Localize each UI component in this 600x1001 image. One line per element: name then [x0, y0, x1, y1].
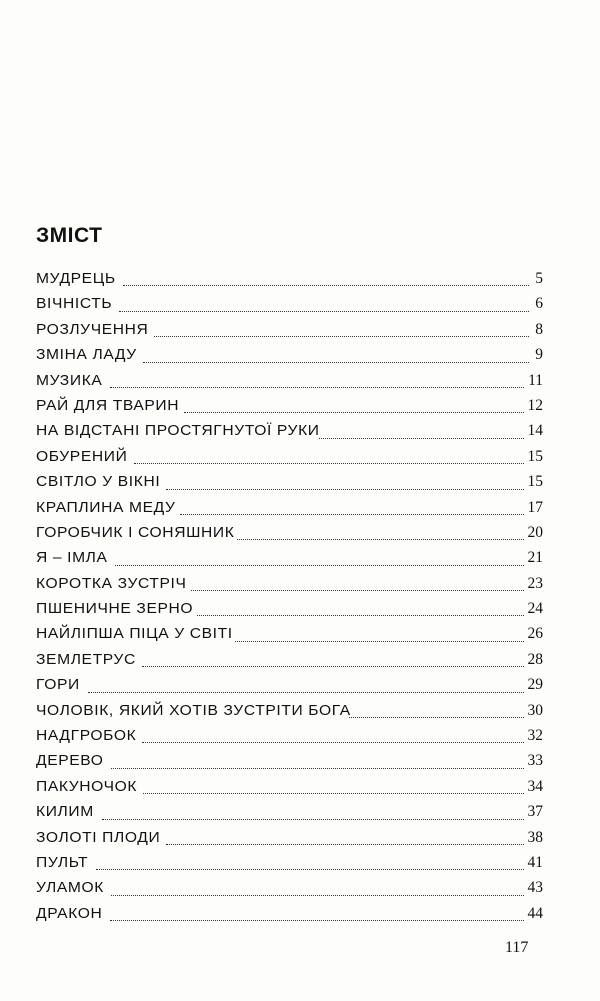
toc-entry-page: 44: [527, 904, 543, 922]
toc-entry-page: 21: [527, 549, 543, 567]
dot-leader: [142, 666, 523, 667]
toc-entry: [36, 625, 543, 650]
toc-entry-page: 17: [527, 498, 543, 516]
dot-leader: [143, 793, 523, 794]
toc-entry: [36, 727, 543, 752]
toc-entry-page: 9: [535, 346, 543, 364]
toc-list: [36, 270, 543, 930]
toc-entry-page: 29: [527, 676, 543, 694]
toc-entry: [36, 600, 543, 625]
toc-entry: [36, 752, 543, 777]
dot-leader: [88, 692, 523, 693]
toc-entry: [36, 676, 543, 701]
toc-entry: [36, 422, 543, 447]
toc-entry-page: 26: [527, 625, 543, 643]
dot-leader: [349, 717, 524, 718]
dot-leader: [166, 844, 524, 845]
page-number: 117: [505, 939, 529, 956]
dot-leader: [191, 590, 524, 591]
toc-entry-title: ЧОЛОВІК, ЯКИЙ ХОТІВ ЗУСТРІТИ БОГА: [36, 701, 351, 719]
toc-entry-page: 15: [527, 473, 543, 491]
toc-entry-page: 28: [527, 650, 543, 668]
dot-leader: [166, 489, 524, 490]
toc-entry-page: 5: [535, 270, 543, 287]
toc-entry-title: КИЛИМ: [36, 803, 94, 821]
toc-entry: [36, 346, 543, 371]
toc-entry-title: ОБУРЕНИЙ: [36, 447, 128, 465]
toc-entry-title: УЛАМОК: [36, 879, 105, 897]
toc-entry-title: ЗОЛОТІ ПЛОДИ: [36, 828, 161, 846]
toc-entry-title: НАЙЛІПША ПІЦА У СВІТІ: [36, 625, 233, 643]
dot-leader: [96, 869, 523, 870]
toc-entry-title: МУЗИКА: [36, 371, 103, 389]
toc-entry-title: КОРОТКА ЗУСТРІЧ: [36, 574, 187, 592]
toc-entry-title: МУДРЕЦЬ: [36, 270, 116, 287]
toc-entry: [36, 575, 543, 600]
toc-entry: [36, 778, 543, 803]
dot-leader: [102, 819, 524, 820]
dot-leader: [115, 565, 524, 566]
toc-entry: [36, 321, 543, 346]
toc-entry: [36, 372, 543, 397]
toc-entry-page: 34: [527, 777, 543, 795]
toc-entry: [36, 651, 543, 676]
toc-entry: [36, 397, 543, 422]
toc-entry-page: 15: [527, 447, 543, 465]
dot-leader: [319, 438, 524, 439]
toc-entry-title: РАЙ ДЛЯ ТВАРИН: [36, 396, 180, 414]
dot-leader: [119, 311, 529, 312]
dot-leader: [197, 615, 523, 616]
dot-leader: [184, 412, 524, 413]
toc-entry: [36, 524, 543, 549]
toc-entry: [36, 473, 543, 498]
dot-leader: [134, 463, 524, 464]
dot-leader: [111, 895, 523, 896]
toc-entry-page: 14: [527, 422, 543, 440]
toc-entry: [36, 879, 543, 904]
toc-entry: [36, 295, 543, 320]
toc-entry-title: ДРАКОН: [36, 904, 103, 922]
toc-entry: [36, 854, 543, 879]
dot-leader: [123, 285, 529, 286]
toc-entry-page: 38: [527, 828, 543, 846]
toc-entry-title: ЗЕМЛЕТРУС: [36, 650, 136, 668]
dot-leader: [110, 387, 524, 388]
toc-entry-title: ВІЧНІСТЬ: [36, 295, 113, 313]
toc-entry-page: 43: [527, 879, 543, 897]
dot-leader: [237, 539, 524, 540]
toc-entry-title: КРАПЛИНА МЕДУ: [36, 498, 176, 516]
toc-entry-page: 23: [527, 574, 543, 592]
toc-entry-title: ПУЛЬТ: [36, 853, 89, 871]
toc-entry-title: ПАКУНОЧОК: [36, 777, 138, 795]
toc-entry-page: 41: [527, 853, 543, 871]
toc-entry: [36, 905, 543, 930]
toc-entry-title: ДЕРЕВО: [36, 752, 104, 770]
toc-entry-page: 6: [535, 295, 543, 313]
toc-entry-page: 20: [527, 523, 543, 541]
toc-entry: [36, 829, 543, 854]
toc-entry-page: 32: [527, 727, 543, 745]
toc-entry-title: ГОРИ: [36, 676, 80, 694]
toc-entry: [36, 803, 543, 828]
toc-entry: [36, 549, 543, 574]
toc-entry-title: НА ВІДСТАНІ ПРОСТЯГНУТОЇ РУКИ: [36, 422, 320, 440]
toc-entry-title: НАДГРОБОК: [36, 727, 137, 745]
toc-entry-title: Я – ІМЛА: [36, 549, 108, 567]
toc-entry-title: СВІТЛО У ВІКНІ: [36, 473, 161, 491]
toc-entry: [36, 270, 543, 295]
toc-entry: [36, 499, 543, 524]
toc-entry-page: 11: [528, 371, 543, 389]
dot-leader: [180, 514, 523, 515]
toc-entry-title: ПШЕНИЧНЕ ЗЕРНО: [36, 600, 194, 618]
toc-entry-title: ГОРОБЧИК І СОНЯШНИК: [36, 523, 235, 541]
toc-entry-page: 24: [527, 600, 543, 618]
toc-heading: ЗМІСТ: [36, 224, 103, 247]
dot-leader: [154, 336, 529, 337]
dot-leader: [142, 742, 523, 743]
toc-entry-page: 33: [527, 752, 543, 770]
toc-entry-page: 8: [535, 320, 543, 338]
dot-leader: [110, 920, 524, 921]
toc-entry-page: 37: [527, 803, 543, 821]
dot-leader: [143, 362, 529, 363]
toc-entry-title: ЗМІНА ЛАДУ: [36, 346, 137, 364]
toc-entry: [36, 702, 543, 727]
toc-entry-title: РОЗЛУЧЕННЯ: [36, 320, 149, 338]
dot-leader: [111, 768, 524, 769]
toc-entry: [36, 448, 543, 473]
dot-leader: [235, 641, 523, 642]
toc-entry-page: 30: [527, 701, 543, 719]
toc-entry-page: 12: [527, 396, 543, 414]
